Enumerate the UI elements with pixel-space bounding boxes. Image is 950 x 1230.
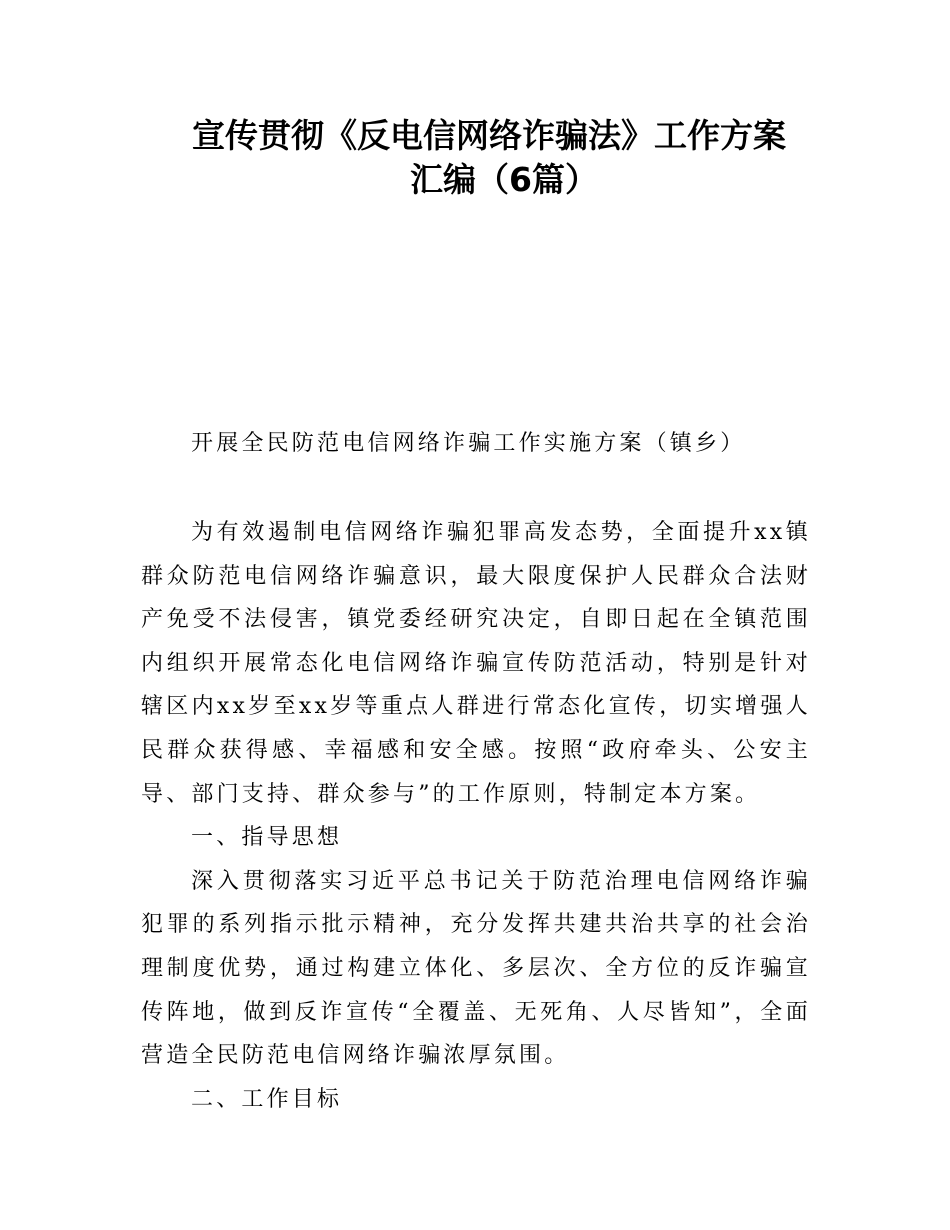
paragraph-guiding-ideology: 深入贯彻落实习近平总书记关于防范治理电信网络诈骗犯罪的系列指示批示精神，充分发挥共建共治共享的社会治理制度优势，通过构建立体化、多层次、全方位的反诈骗宣传阵地，做到反诈宣传“全覆盖、无死角、人尽皆知”，全面营造全民防范电信网络诈骗浓厚氛围。 xyxy=(141,868,811,1069)
document-title-line-2: 汇编（6篇） xyxy=(410,160,598,199)
section-subtitle: 开展全民防范电信网络诈骗工作实施方案（镇乡） xyxy=(191,431,746,456)
heading-work-goals: 二、工作目标 xyxy=(191,1086,343,1112)
heading-guiding-ideology: 一、指导思想 xyxy=(191,825,343,851)
document-body xyxy=(141,511,811,1121)
document-title-line-1: 宣传贯彻《反电信网络诈骗法》工作方案 xyxy=(192,116,786,155)
paragraph-intro: 为有效遏制电信网络诈骗犯罪高发态势，全面提升xx镇群众防范电信网络诈骗意识，最大限度保护人民群众合法财产免受不法侵害，镇党委经研究决定，自即日起在全镇范围内组织开展常态化电信网络诈骗宣传防范活动，特别是针对辖区内xx岁至xx岁等重点人群进行常态化宣传，切实增强人民群众获得感、幸福感和安全感。按照“政府牵头、公安主导、部门支持、群众参与”的工作原则，特制定本方案。 xyxy=(141,520,811,807)
